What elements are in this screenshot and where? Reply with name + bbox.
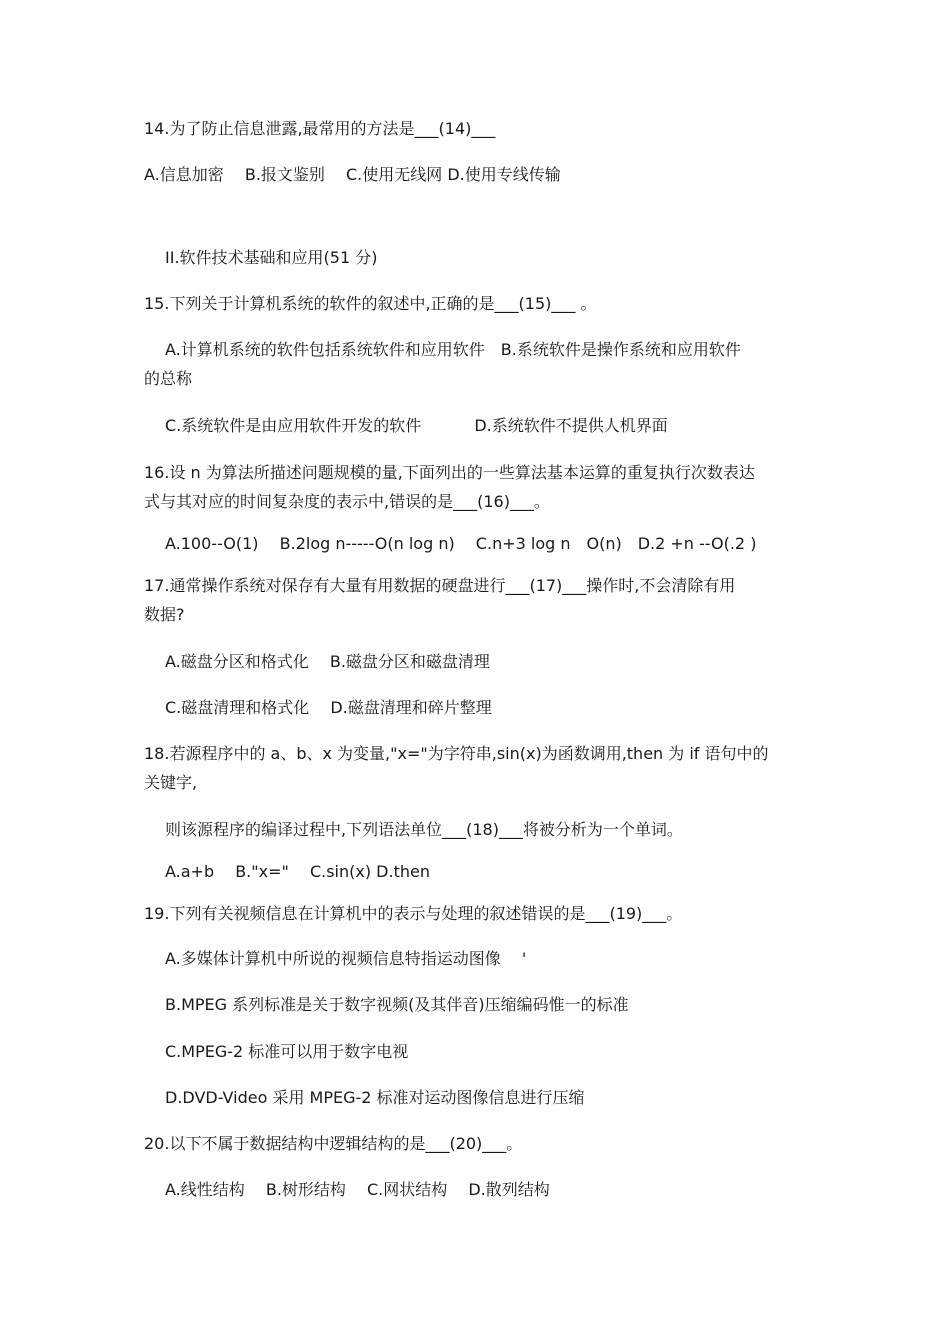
- question-17-options-line-1: A.磁盘分区和格式化 B.磁盘分区和磁盘清理: [165, 652, 490, 671]
- question-17-options-line-2: C.磁盘清理和格式化 D.磁盘清理和碎片整理: [165, 698, 492, 717]
- question-16-stem-line-1: 16.设 n 为算法所描述问题规模的量,下面列出的一些算法基本运算的重复执行次数表达: [144, 463, 755, 482]
- question-19-stem: 19.下列有关视频信息在计算机中的表示与处理的叙述错误的是___(19)___。: [144, 904, 683, 923]
- question-19-option-a: A.多媒体计算机中所说的视频信息特指运动图像 ': [165, 949, 527, 968]
- question-14-stem: 14.为了防止信息泄露,最常用的方法是___(14)___: [144, 119, 496, 138]
- question-17-stem-line-1: 17.通常操作系统对保存有大量有用数据的硬盘进行___(17)___操作时,不会清除有用: [144, 576, 736, 595]
- question-15-options-line-1: A.计算机系统的软件包括系统软件和应用软件 B.系统软件是操作系统和应用软件: [165, 340, 741, 359]
- question-18-stem-line-1: 18.若源程序中的 a、b、x 为变量,"x="为字符串,sin(x)为函数调用,then 为 if 语句中的: [144, 744, 769, 763]
- question-18-stem-line-2: 关键字,: [144, 773, 198, 792]
- question-20-stem: 20.以下不属于数据结构中逻辑结构的是___(20)___。: [144, 1134, 523, 1153]
- question-19-option-d: D.DVD-Video 采用 MPEG-2 标准对运动图像信息进行压缩: [165, 1088, 585, 1107]
- question-15-options-line-2: 的总称: [144, 369, 193, 388]
- question-17-stem-line-2: 数据?: [144, 605, 185, 624]
- question-19-option-c: C.MPEG-2 标准可以用于数字电视: [165, 1042, 409, 1061]
- question-18-stem-line-3: 则该源程序的编译过程中,下列语法单位___(18)___将被分析为一个单词。: [165, 820, 683, 839]
- question-16-stem-line-2: 式与其对应的时间复杂度的表示中,错误的是___(16)___。: [144, 492, 550, 511]
- question-20-options: A.线性结构 B.树形结构 C.网状结构 D.散列结构: [165, 1180, 550, 1199]
- section-heading: II.软件技术基础和应用(51 分): [165, 248, 378, 267]
- question-19-option-b: B.MPEG 系列标准是关于数字视频(及其伴音)压缩编码惟一的标准: [165, 995, 629, 1014]
- question-15-stem: 15.下列关于计算机系统的软件的叙述中,正确的是___(15)___ 。: [144, 294, 597, 313]
- question-18-options: A.a+b B."x=" C.sin(x) D.then: [165, 862, 430, 881]
- question-16-options: A.100--O(1) B.2log n-----O(n log n) C.n+3 log n O(n) D.2 +n --O(.2 ): [165, 534, 757, 553]
- question-14-options: A.信息加密 B.报文鉴别 C.使用无线网 D.使用专线传输: [144, 165, 561, 184]
- question-15-options-line-3: C.系统软件是由应用软件开发的软件 D.系统软件不提供人机界面: [165, 416, 668, 435]
